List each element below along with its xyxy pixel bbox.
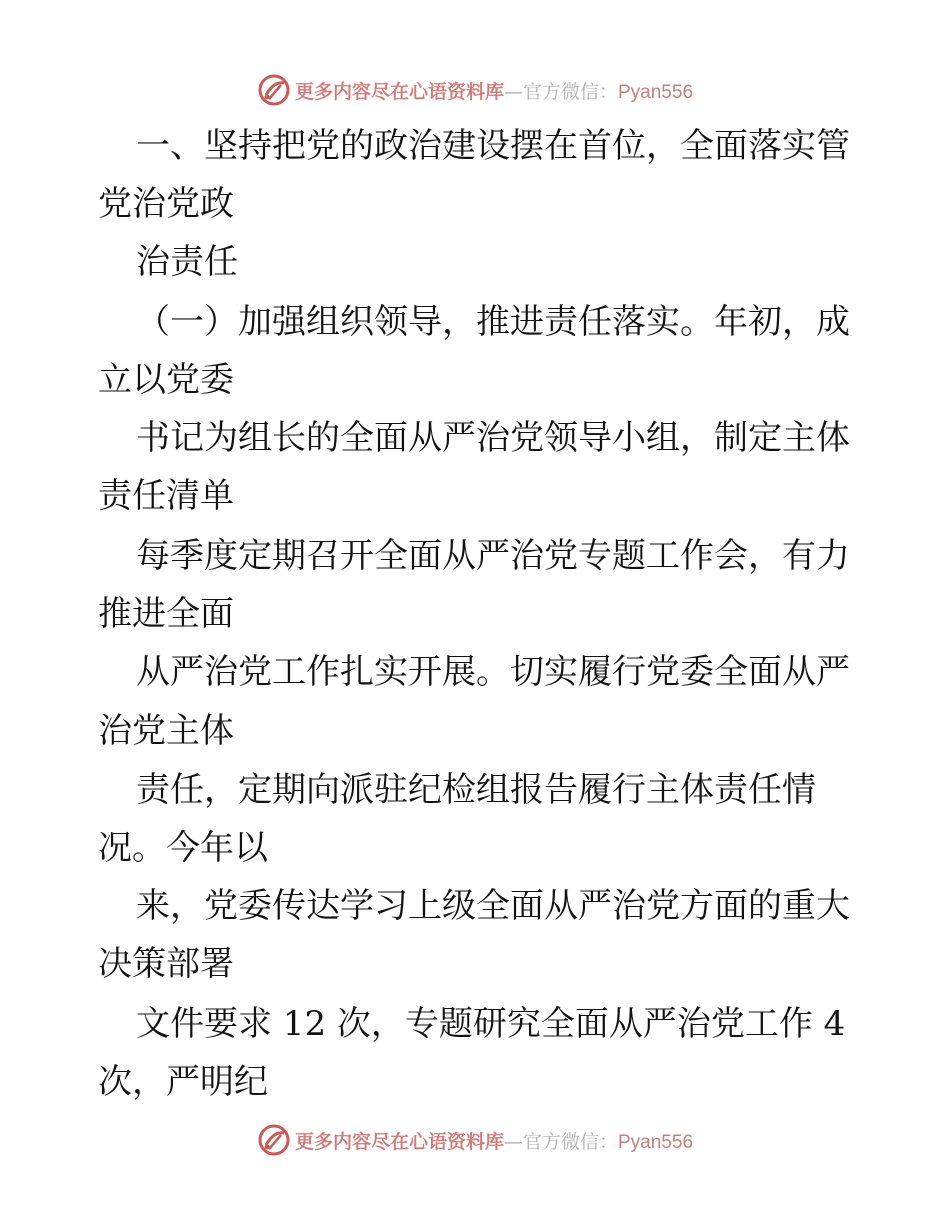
text-line: 每季度定期召开全面从严治党专题工作会，有力 <box>136 536 850 576</box>
text-line: 书记为组长的全面从严治党领导小组，制定主体 <box>136 418 850 458</box>
text-line: 一、坚持把党的政治建设摆在首位，全面落实管 <box>136 126 850 166</box>
watermark-wechat-label: 官方微信： <box>522 1130 618 1153</box>
brand-logo-icon <box>257 1123 291 1157</box>
text-line: 况。今年以 <box>98 828 268 868</box>
text-line: 责任清单 <box>98 476 234 516</box>
watermark-wechat-id: Pyan556 <box>618 1131 694 1153</box>
text-line: 党治党政 <box>98 184 234 224</box>
text-line: 决策部署 <box>98 944 234 984</box>
text-line: 次，严明纪 <box>98 1062 268 1102</box>
text-line: 立以党委 <box>98 360 234 400</box>
footer-watermark <box>0 1120 950 1160</box>
watermark-dash: — <box>503 1130 523 1153</box>
text-line: 从严治党工作扎实开展。切实履行党委全面从严 <box>136 652 850 692</box>
watermark-brand: 更多内容尽在心语资料库 <box>294 80 504 103</box>
text-line: 文件要求 12 次，专题研究全面从严治党工作 4 <box>136 1004 846 1044</box>
brand-logo-icon <box>257 73 291 107</box>
text-line: 治党主体 <box>98 711 234 751</box>
text-line: （一）加强组织领导，推进责任落实。年初，成 <box>136 302 850 342</box>
watermark-wechat-id: Pyan556 <box>618 81 694 103</box>
text-line: 责任，定期向派驻纪检组报告履行主体责任情 <box>136 770 816 810</box>
text-line: 治责任 <box>136 242 238 282</box>
text-line: 来，党委传达学习上级全面从严治党方面的重大 <box>136 886 850 926</box>
watermark-brand: 更多内容尽在心语资料库 <box>294 1130 504 1153</box>
text-line: 推进全面 <box>98 594 234 634</box>
watermark-wechat-label: 官方微信： <box>522 80 618 103</box>
header-watermark <box>0 70 950 110</box>
watermark-dash: — <box>503 80 523 103</box>
